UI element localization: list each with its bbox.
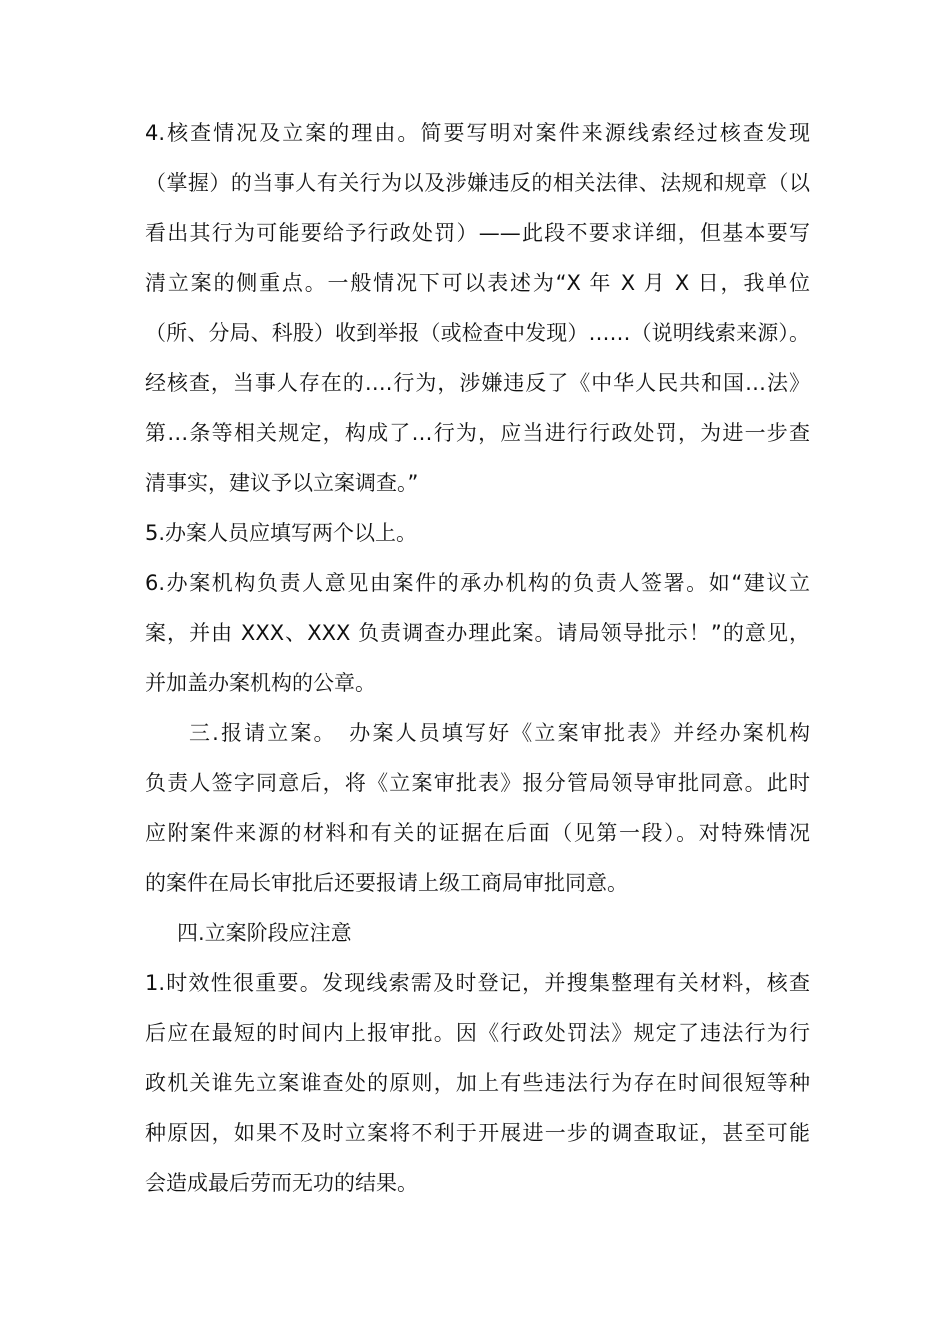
text-line: （掌握）的当事人有关行为以及涉嫌违反的相关法律、法规和规章（以 bbox=[145, 171, 810, 195]
text-line: 后应在最短的时间内上报审批。因《行政处罚法》规定了违法行为行 bbox=[145, 1021, 810, 1045]
document-body bbox=[145, 108, 810, 1208]
text-line: 案，并由 XXX、XXX 负责调查办理此案。请局领导批示！”的意见， bbox=[145, 621, 810, 645]
text-line: 并加盖办案机构的公章。 bbox=[145, 671, 376, 695]
text-line: 会造成最后劳而无功的结果。 bbox=[145, 1171, 418, 1195]
text-line: 1.时效性很重要。发现线索需及时登记，并搜集整理有关材料，核查 bbox=[145, 971, 810, 995]
text-line: 清事实，建议予以立案调查。” bbox=[145, 471, 419, 495]
paragraph-item-1 bbox=[145, 958, 810, 1208]
section-report-case-filing bbox=[145, 708, 810, 908]
section-heading-line: 三.报请立案。 办案人员填写好《立案审批表》并经办案机构 bbox=[189, 721, 810, 745]
text-line: 清立案的侧重点。一般情况下可以表述为“X 年 X 月 X 日，我单位 bbox=[145, 271, 810, 295]
paragraph-item-6 bbox=[145, 558, 810, 708]
text-line: 6.办案机构负责人意见由案件的承办机构的负责人签署。如“建议立 bbox=[145, 571, 810, 595]
text-line: 应附案件来源的材料和有关的证据在后面（见第一段）。对特殊情况 bbox=[145, 821, 810, 845]
text-line: 种原因，如果不及时立案将不利于开展进一步的调查取证，甚至可能 bbox=[145, 1121, 810, 1145]
text-line: 看出其行为可能要给予行政处罚）——此段不要求详细，但基本要写 bbox=[145, 221, 810, 245]
paragraph-item-4 bbox=[145, 108, 810, 508]
text-line: 第…条等相关规定，构成了…行为，应当进行行政处罚，为进一步查 bbox=[145, 421, 810, 445]
text-line: 的案件在局长审批后还要报请上级工商局审批同意。 bbox=[145, 871, 628, 895]
text-line: 政机关谁先立案谁查处的原则，加上有些违法行为存在时间很短等种 bbox=[145, 1071, 810, 1095]
text-line: 4.核查情况及立案的理由。简要写明对案件来源线索经过核查发现 bbox=[145, 121, 810, 145]
section-heading-filing-notes bbox=[145, 908, 810, 958]
section-heading: 四.立案阶段应注意 bbox=[177, 921, 352, 945]
text-line: 负责人签字同意后，将《立案审批表》报分管局领导审批同意。此时 bbox=[145, 771, 810, 795]
paragraph-item-5 bbox=[145, 508, 810, 558]
text-line: 5.办案人员应填写两个以上。 bbox=[145, 521, 418, 545]
text-line: （所、分局、科股）收到举报（或检查中发现）……（说明线索来源）。 bbox=[145, 321, 810, 345]
text-line: 经核查，当事人存在的….行为，涉嫌违反了《中华人民共和国…法》 bbox=[145, 371, 810, 395]
